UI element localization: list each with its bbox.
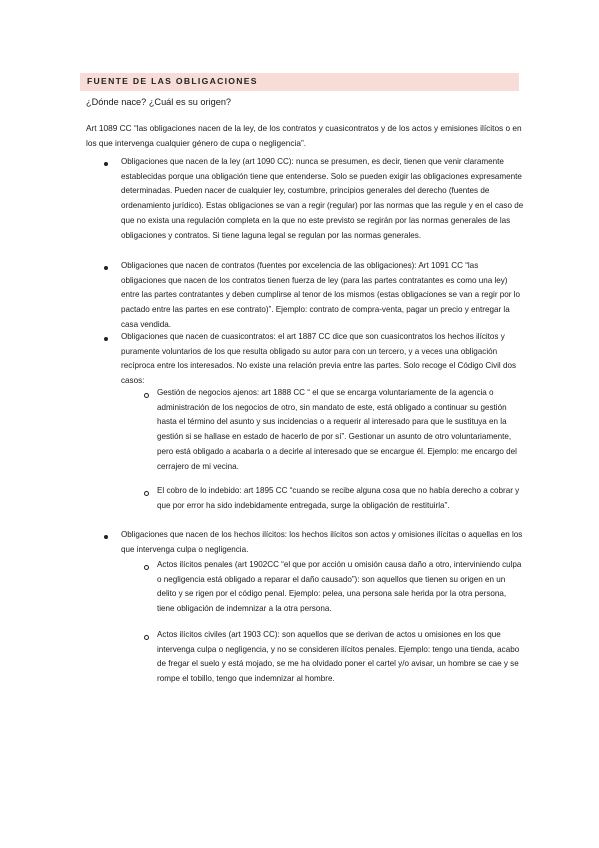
sub-bullet-criminal-acts: Actos ilícitos penales (art 1902CC “el que por acción u omisión causa daño a otro, interviniendo culpa o negligencia está obligado a reparar el daño causado”): son aquellos que tienen su origen en un delito y se rigen por el código penal. Ejemplo: pelea, una persona sale herida por la otra persona, tiene obligación de indemnizar a la otra persona.	[157, 560, 522, 614]
bullet-illicit-acts: Obligaciones que nacen de los hechos ilícitos: los hechos ilícitos son actos y omisiones ilícitas o aquellas en los que intervenga culpa o negligencia.	[121, 530, 523, 554]
sub-bullet-undue-payment: El cobro de lo indebido: art 1895 CC “cuando se recibe alguna cosa que no había derecho a cobrar y que por error ha sido indebidamente entregada, surge la obligación de restituirla”.	[157, 486, 520, 510]
bullet-quasicontracts: Obligaciones que nacen de cuasicontratos: el art 1887 CC dice que son cuasicontratos los hechos ilícitos y puramente voluntarios de los que resulta obligado su autor para con un tercero, y a veces una obligación recíproca entre los interesados. No existe una relación previa entre las partes. Solo recoge el Código Civil dos casos:	[121, 332, 517, 386]
sub-bullet-civil-acts: Actos ilícitos civiles (art 1903 CC): son aquellos que se derivan de actos u omisiones en los que intervenga culpa o negligencia, y no se consideren ilícitos penales. Ejemplo: tengo una tienda, acabo de fregar el suelo y está mojado, se me ha olvidado poner el cartel y/o avisar, un hombre se cae y se rompe el tobillo, tengo que indemnizar al hombre.	[157, 630, 520, 684]
bullet-marker	[104, 162, 108, 166]
section-heading: FUENTE DE LAS OBLIGACIONES	[87, 76, 258, 86]
bullet-contracts: Obligaciones que nacen de contratos (fuentes por excelencia de las obligaciones): Art 1091 CC “las obligaciones que nacen de los contratos tienen fuerza de ley (para las partes contratantes es como una ley) entre las partes contratantes y deben cumplirse al tenor de los mismos (estas obligaciones se van a regir por lo pactado entre las partes en ese contrato)”. Ejemplo: contrato de compra-venta, pagar un precio y entregar la casa vendida.	[121, 261, 521, 329]
sub-bullet-business-management: Gestión de negocios ajenos: art 1888 CC “ el que se encarga voluntariamente de la agencia o administración de los negocios de otro, sin mandato de este, está obligado a continuar su gestión hasta el término del asunto y sus incidencias o a requerir al interesado para que le sustituya en la gestión si se hallase en estado de hacerlo de por sí”. Gestionar un asunto de otro voluntariamente, pero está obligado a acabarla o a decirle al interesado que se encargue él. Ejemplo: me encargo del cerrajero de mi vecina.	[157, 388, 517, 471]
intro-paragraph: Art 1089 CC “las obligaciones nacen de la ley, de los contratos y cuasicontratos y de los actos y emisiones ilícitos o en los que intervenga cualquier género de cupa o negligencia”.	[86, 123, 522, 148]
bullet-marker	[104, 535, 108, 539]
sub-bullet-marker	[144, 393, 149, 398]
bullet-law: Obligaciones que nacen de la ley (art 1090 CC): nunca se presumen, es decir, tienen que venir claramente establecidas porque una obligación tiene que entenderse. Solo se pueden exigir las obligaciones expresamente determinadas. Pueden nacer de cualquier ley, costumbre, principios generales del derecho (fuentes de ordenamiento jurídico). Estas obligaciones se van a regir (regular) por las normas que las regule y en el caso de que no exista una regulación completa en la que no este previsto se regirán por las normas generales de las obligaciones y contratos. Si tiene laguna legal se regulan por las normas generales.	[121, 157, 524, 240]
question-line: ¿Dónde nace? ¿Cuál es su origen?	[86, 97, 232, 107]
bullet-marker	[104, 337, 108, 341]
sub-bullet-marker	[144, 635, 149, 640]
bullet-marker	[104, 266, 108, 270]
sub-bullet-marker	[144, 491, 149, 496]
sub-bullet-marker	[144, 565, 149, 570]
